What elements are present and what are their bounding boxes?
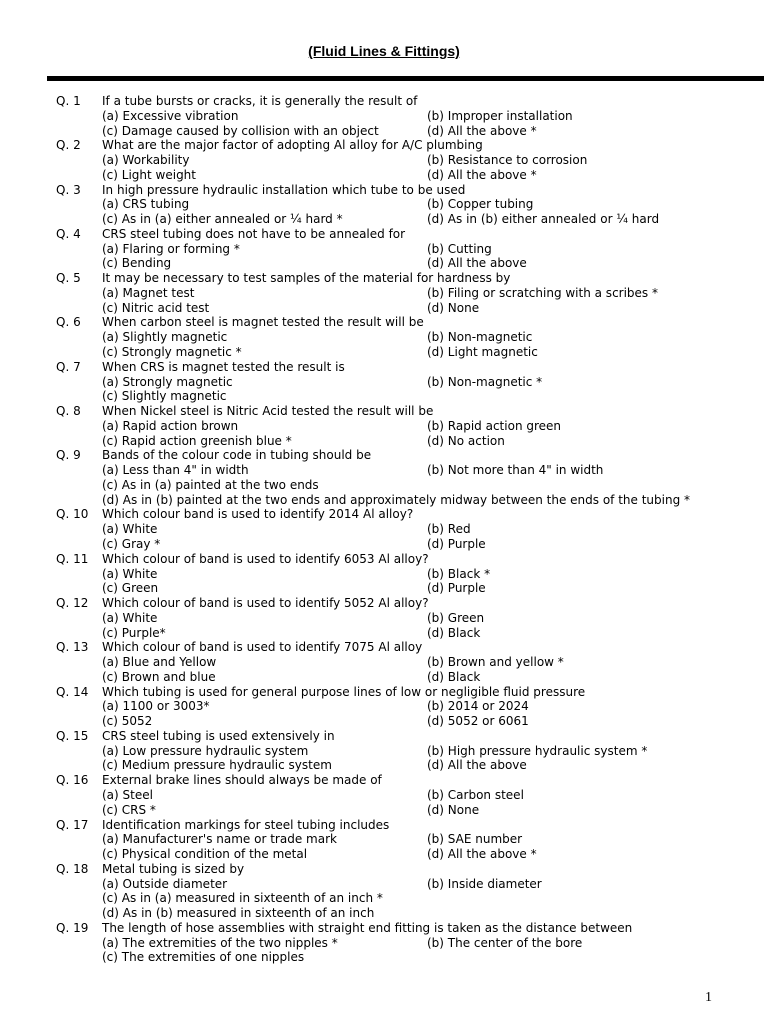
option-d: (d) Black [427, 625, 481, 640]
question-1 [56, 94, 756, 138]
option-b: (b) Improper installation [427, 108, 573, 123]
question-text: The length of hose assemblies with straight end fitting is taken as the distance between [102, 920, 633, 935]
question-text: Which colour of band is used to identify 5052 Al alloy? [102, 596, 429, 611]
option-a: (a) White [102, 522, 158, 537]
option-d: (d) None [427, 300, 480, 315]
option-a: (a) Less than 4" in width [102, 463, 249, 478]
question-7 [56, 360, 756, 404]
question-text: If a tube bursts or cracks, it is generally the result of [102, 94, 418, 108]
option-c: (c) Medium pressure hydraulic system [102, 758, 332, 773]
question-2 [56, 138, 756, 182]
question-number: Q. 18 [56, 861, 89, 876]
question-number: Q. 10 [56, 507, 89, 522]
question-number: Q. 11 [56, 551, 89, 566]
option-b: (b) Brown and yellow * [427, 655, 564, 670]
question-18 [56, 862, 756, 921]
question-text: CRS steel tubing does not have to be annealed for [102, 226, 406, 241]
page-number: 1 [705, 990, 712, 1005]
question-list [56, 94, 756, 965]
option-a: (a) Excessive vibration [102, 108, 239, 123]
question-number: Q. 19 [56, 920, 89, 935]
option-c: (c) As in (a) measured in sixteenth of an inch * [102, 891, 383, 906]
question-number: Q. 6 [56, 315, 81, 330]
question-12 [56, 596, 756, 640]
question-text: Which colour of band is used to identify 7075 Al alloy [102, 640, 423, 655]
question-16 [56, 773, 756, 817]
option-c: (c) Purple* [102, 625, 166, 640]
question-text: Metal tubing is sized by [102, 861, 245, 876]
option-a: (a) The extremities of the two nipples * [102, 935, 338, 950]
option-d: (d) Purple [427, 536, 486, 551]
option-c: (c) Light weight [102, 167, 196, 182]
option-d: (d) As in (b) either annealed or ¼ hard [427, 212, 660, 227]
question-number: Q. 15 [56, 728, 89, 743]
question-number: Q. 8 [56, 404, 81, 419]
option-c: (c) Nitric acid test [102, 300, 210, 315]
option-d: (d) All the above * [427, 847, 537, 862]
question-text: It may be necessary to test samples of the material for hardness by [102, 271, 511, 286]
question-number: Q. 14 [56, 684, 89, 699]
question-number: Q. 17 [56, 817, 89, 832]
option-d: (d) None [427, 802, 480, 817]
option-a: (a) Workability [102, 153, 190, 168]
option-b: (b) Copper tubing [427, 197, 534, 212]
option-c: (c) CRS * [102, 802, 156, 817]
question-5 [56, 271, 756, 315]
question-number: Q. 12 [56, 596, 89, 611]
option-b: (b) Non-magnetic [427, 330, 533, 345]
question-text: When Nickel steel is Nitric Acid tested the result will be [102, 404, 434, 419]
option-a: (a) Slightly magnetic [102, 330, 228, 345]
question-10 [56, 507, 756, 551]
option-c: (c) As in (a) painted at the two ends [102, 477, 319, 492]
option-b: (b) The center of the bore [427, 935, 583, 950]
question-number: Q. 1 [56, 94, 81, 108]
option-d: (d) All the above [427, 256, 527, 271]
question-11 [56, 552, 756, 596]
option-b: (b) Not more than 4" in width [427, 463, 604, 478]
question-text: Bands of the colour code in tubing should be [102, 448, 372, 463]
option-a: (a) Flaring or forming * [102, 241, 240, 256]
option-a: (a) Magnet test [102, 285, 195, 300]
option-b: (b) Inside diameter [427, 876, 542, 891]
question-number: Q. 5 [56, 271, 81, 286]
question-text: When CRS is magnet tested the result is [102, 359, 345, 374]
option-a: (a) Manufacturer's name or trade mark [102, 832, 337, 847]
option-d: (d) No action [427, 433, 505, 448]
option-b: (b) SAE number [427, 832, 523, 847]
option-c: (c) Damage caused by collision with an object [102, 123, 379, 138]
question-text: In high pressure hydraulic installation which tube to be used [102, 182, 466, 197]
option-b: (b) Non-magnetic * [427, 374, 543, 389]
option-d: (d) All the above * [427, 167, 537, 182]
question-text: Which tubing is used for general purpose lines of low or negligible fluid pressure [102, 684, 586, 699]
question-number: Q. 7 [56, 359, 81, 374]
option-b: (b) Black * [427, 566, 491, 581]
option-d: (d) Purple [427, 581, 486, 596]
question-8 [56, 404, 756, 448]
question-number: Q. 13 [56, 640, 89, 655]
option-a: (a) 1100 or 3003* [102, 699, 210, 714]
question-6 [56, 315, 756, 359]
option-b: (b) Filing or scratching with a scribes * [427, 285, 658, 300]
option-b: (b) Carbon steel [427, 787, 524, 802]
option-c: (c) Green [102, 581, 159, 596]
option-b: (b) Cutting [427, 241, 492, 256]
question-text: External brake lines should always be made of [102, 773, 382, 788]
question-14 [56, 685, 756, 729]
question-number: Q. 4 [56, 226, 81, 241]
option-c: (c) Strongly magnetic * [102, 345, 242, 360]
option-a: (a) CRS tubing [102, 197, 190, 212]
header-rule [47, 76, 764, 81]
option-d: (d) 5052 or 6061 [427, 714, 529, 729]
option-d: (d) All the above [427, 758, 527, 773]
question-number: Q. 16 [56, 773, 89, 788]
question-text: Which colour band is used to identify 2014 Al alloy? [102, 507, 414, 522]
question-3 [56, 183, 756, 227]
option-c: (c) Gray * [102, 536, 161, 551]
page-title: (Fluid Lines & Fittings) [308, 43, 460, 59]
question-text: Identification markings for steel tubing includes [102, 817, 390, 832]
option-d: (d) As in (b) measured in sixteenth of an inch [102, 906, 375, 921]
option-d: (d) Light magnetic [427, 345, 538, 360]
question-4 [56, 227, 756, 271]
question-text: What are the major factor of adopting Al alloy for A/C plumbing [102, 138, 483, 153]
option-a: (a) Blue and Yellow [102, 655, 217, 670]
option-a: (a) Rapid action brown [102, 418, 239, 433]
option-c: (c) The extremities of one nipples [102, 950, 305, 965]
option-c: (c) Slightly magnetic [102, 389, 227, 404]
option-c: (c) Physical condition of the metal [102, 847, 308, 862]
option-a: (a) Strongly magnetic [102, 374, 233, 389]
option-d: (d) Black [427, 669, 481, 684]
option-c: (c) As in (a) either annealed or ¼ hard * [102, 212, 343, 227]
question-13 [56, 640, 756, 684]
option-c: (c) Rapid action greenish blue * [102, 433, 292, 448]
question-text: Which colour of band is used to identify 6053 Al alloy? [102, 551, 429, 566]
question-number: Q. 2 [56, 138, 81, 153]
option-d: (d) As in (b) painted at the two ends and approximately midway between the ends of the tubing * [102, 492, 691, 507]
option-c: (c) Brown and blue [102, 669, 216, 684]
question-number: Q. 3 [56, 182, 81, 197]
question-number: Q. 9 [56, 448, 81, 463]
question-19 [56, 921, 756, 965]
question-15 [56, 729, 756, 773]
option-b: (b) Resistance to corrosion [427, 153, 588, 168]
question-text: When carbon steel is magnet tested the result will be [102, 315, 424, 330]
option-a: (a) Low pressure hydraulic system [102, 743, 309, 758]
option-b: (b) 2014 or 2024 [427, 699, 529, 714]
question-17 [56, 818, 756, 862]
option-a: (a) White [102, 610, 158, 625]
option-d: (d) All the above * [427, 123, 537, 138]
option-a: (a) White [102, 566, 158, 581]
option-b: (b) Red [427, 522, 471, 537]
option-a: (a) Outside diameter [102, 876, 228, 891]
option-b: (b) High pressure hydraulic system * [427, 743, 648, 758]
option-c: (c) 5052 [102, 714, 153, 729]
option-c: (c) Bending [102, 256, 172, 271]
question-text: CRS steel tubing is used extensively in [102, 728, 335, 743]
option-a: (a) Steel [102, 787, 153, 802]
option-b: (b) Green [427, 610, 485, 625]
option-b: (b) Rapid action green [427, 418, 562, 433]
question-9 [56, 448, 756, 507]
